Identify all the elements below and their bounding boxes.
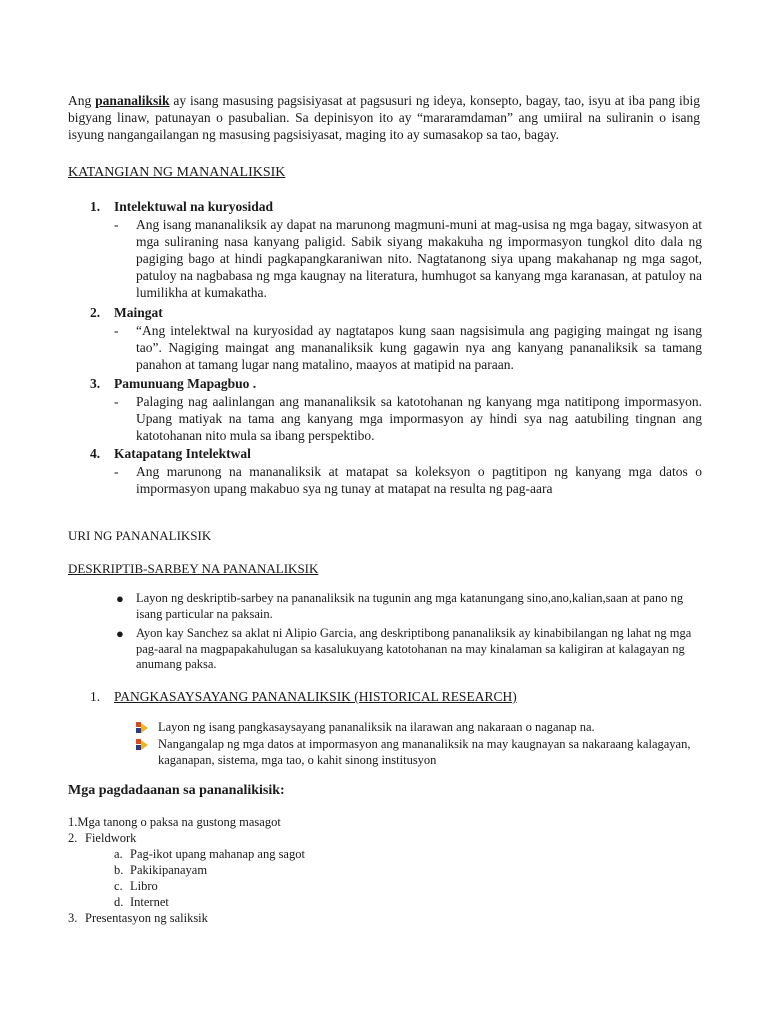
sub-step-c xyxy=(114,879,158,895)
sub-step-letter: a. xyxy=(114,847,123,861)
deskriptib-heading: DESKRIPTIB-SARBEY NA PANANALIKSIK xyxy=(68,561,319,576)
historical-item-text: Layon ng isang pangkasaysayang pananaliksik na ilarawan ang nakaraan o naganap na. xyxy=(158,720,595,734)
historical-item-1 xyxy=(136,720,696,736)
historical-item-2 xyxy=(136,737,696,768)
katangian-item-2-desc xyxy=(114,322,702,373)
step-1: 1.Mga tanong o paksa na gustong masagot xyxy=(68,815,281,829)
sub-step-a xyxy=(114,847,305,863)
bullet-dot-icon: ● xyxy=(116,626,124,641)
katangian-item-4 xyxy=(90,445,702,462)
katangian-item-3-desc xyxy=(114,393,702,444)
katangian-item-2 xyxy=(90,304,702,321)
uri-heading: URI NG PANANALIKSIK xyxy=(68,528,212,543)
item-title: Maingat xyxy=(114,305,163,320)
arrow-bullet-icon xyxy=(136,722,148,734)
sub-step-letter: d. xyxy=(114,895,124,909)
sub-step-text: Pakikipanayam xyxy=(130,863,208,877)
item-description: Palaging nag aalinlangan ang mananaliksik sa katotohanan ng kanyang mga natitipong impormasyon. Upang matiyak na tama ang kanyang mga impormasyon ay hindi sya nag aatubiling tingnan ang katotohanan nito mula sa ibang perspektibo. xyxy=(136,394,702,443)
step-3 xyxy=(68,911,208,927)
item-description: “Ang intelektwal na kuryosidad ay nagtatapos kung saan nagsisimula ang pagiging maingat ng isang tao”. Nagiging maingat ang mananaliksik kung gagawin nya ang kanyang pananaliksik sa tamang panahon at tamang lugar nang matalino, maayos at matipid na paraan. xyxy=(136,323,702,372)
sub-step-text: Internet xyxy=(130,895,169,909)
sub-step-letter: b. xyxy=(114,863,124,877)
bullet-text: Layon ng deskriptib-sarbey na pananaliksik na tugunin ang mga katanungang sino,ano,kalian,saan at pano ng isang particular na paksain. xyxy=(136,591,684,621)
item-description: Ang isang mananaliksik ay dapat na marunong magmuni-muni at mag-usisa ng mga bagay, sitwasyon at mga suliraning nasa kanyang paligid. Sabik siyang makakuha ng impormasyon tungkol dito dala ng pagiging bago at hindi pagkapangkaraniwan nito. Nagtatanong siya upang makahanap ng mga sagot, patuloy na nagbabasa ng mga kaugnay na literatura, humhugot sa kanyang mga karanasan, at patuloy na lumilikha at kumakatha. xyxy=(136,217,702,300)
deskriptib-bullet-2 xyxy=(116,626,702,673)
pagdadaanan-heading: Mga pagdadaanan sa pananalikisik: xyxy=(68,783,285,798)
item-number: 3. xyxy=(90,376,101,391)
katangian-item-1 xyxy=(90,198,702,215)
item-description: Ang marunong na mananaliksik at matapat sa koleksyon o pagtitipon ng kanyang mga datos o impormasyon upang makabuo sya ng tunay at matapat na resulta ng pag-aara xyxy=(136,464,702,496)
item-title: Pamunuang Mapagbuo . xyxy=(114,376,257,391)
historical-item-text: Nangangalap ng mga datos at impormasyon ang mananaliksik na may kaugnayan sa nakaraang kalagayan, kaganapan, sistema, mga tao, o kahit sinong institusyon xyxy=(158,737,691,767)
intro-text: ay isang masusing pagsisiyasat at pagsusuri ng ideya, konsepto, bagay, tao, isyu at iba pang ibig bigyang linaw, patunayan o pasubalian. Sa depinisyon ito ay “mararamdaman” ang umiiral na suliranin o isang isyung nangangailangan ng masusing pagsisiyasat, maging ito ay sumasakop sa tao, bagay. xyxy=(68,93,700,142)
katangian-item-1-desc xyxy=(114,216,702,301)
katangian-heading: KATANGIAN NG MANANALIKSIK xyxy=(68,165,286,180)
katangian-item-4-desc xyxy=(114,463,702,497)
historical-number: 1. xyxy=(90,689,101,704)
dash-marker: - xyxy=(114,323,119,338)
intro-paragraph xyxy=(68,92,700,143)
item-number: 1. xyxy=(90,199,101,214)
sub-step-text: Pag-ikot upang mahanap ang sagot xyxy=(130,847,305,861)
item-title: Intelektuwal na kuryosidad xyxy=(114,199,274,214)
arrow-bullet-icon xyxy=(136,739,148,751)
sub-step-text: Libro xyxy=(130,879,158,893)
item-number: 2. xyxy=(90,305,101,320)
dash-marker: - xyxy=(114,217,119,232)
bullet-dot-icon: ● xyxy=(116,591,124,606)
intro-prefix: Ang xyxy=(68,93,92,108)
sub-step-b xyxy=(114,863,207,879)
historical-heading xyxy=(90,688,517,705)
sub-step-d xyxy=(114,895,169,911)
historical-title: PANGKASAYSAYANG PANANALIKSIK (HISTORICAL RESEARCH) xyxy=(114,689,517,704)
katangian-item-3 xyxy=(90,375,702,392)
step-label: Presentasyon ng saliksik xyxy=(85,911,208,925)
item-title: Katapatang Intelektwal xyxy=(114,446,251,461)
sub-step-letter: c. xyxy=(114,879,123,893)
step-number: 3. xyxy=(68,911,78,925)
bullet-text: Ayon kay Sanchez sa aklat ni Alipio Garcia, ang deskriptibong pananaliksik ay kinabibilangan ng lahat ng mga pag-aaral na magpapakahulugan sa kasalukuyang katotohanan na may kinalaman sa kaligiran at kalagayan ng anumang paksa. xyxy=(136,626,692,671)
item-number: 4. xyxy=(90,446,101,461)
dash-marker: - xyxy=(114,464,119,479)
step-number: 2. xyxy=(68,831,78,845)
intro-term: pananaliksik xyxy=(95,93,170,108)
step-2 xyxy=(68,831,136,847)
dash-marker: - xyxy=(114,394,119,409)
step-label: Fieldwork xyxy=(85,831,137,845)
deskriptib-bullet-1 xyxy=(116,591,702,622)
